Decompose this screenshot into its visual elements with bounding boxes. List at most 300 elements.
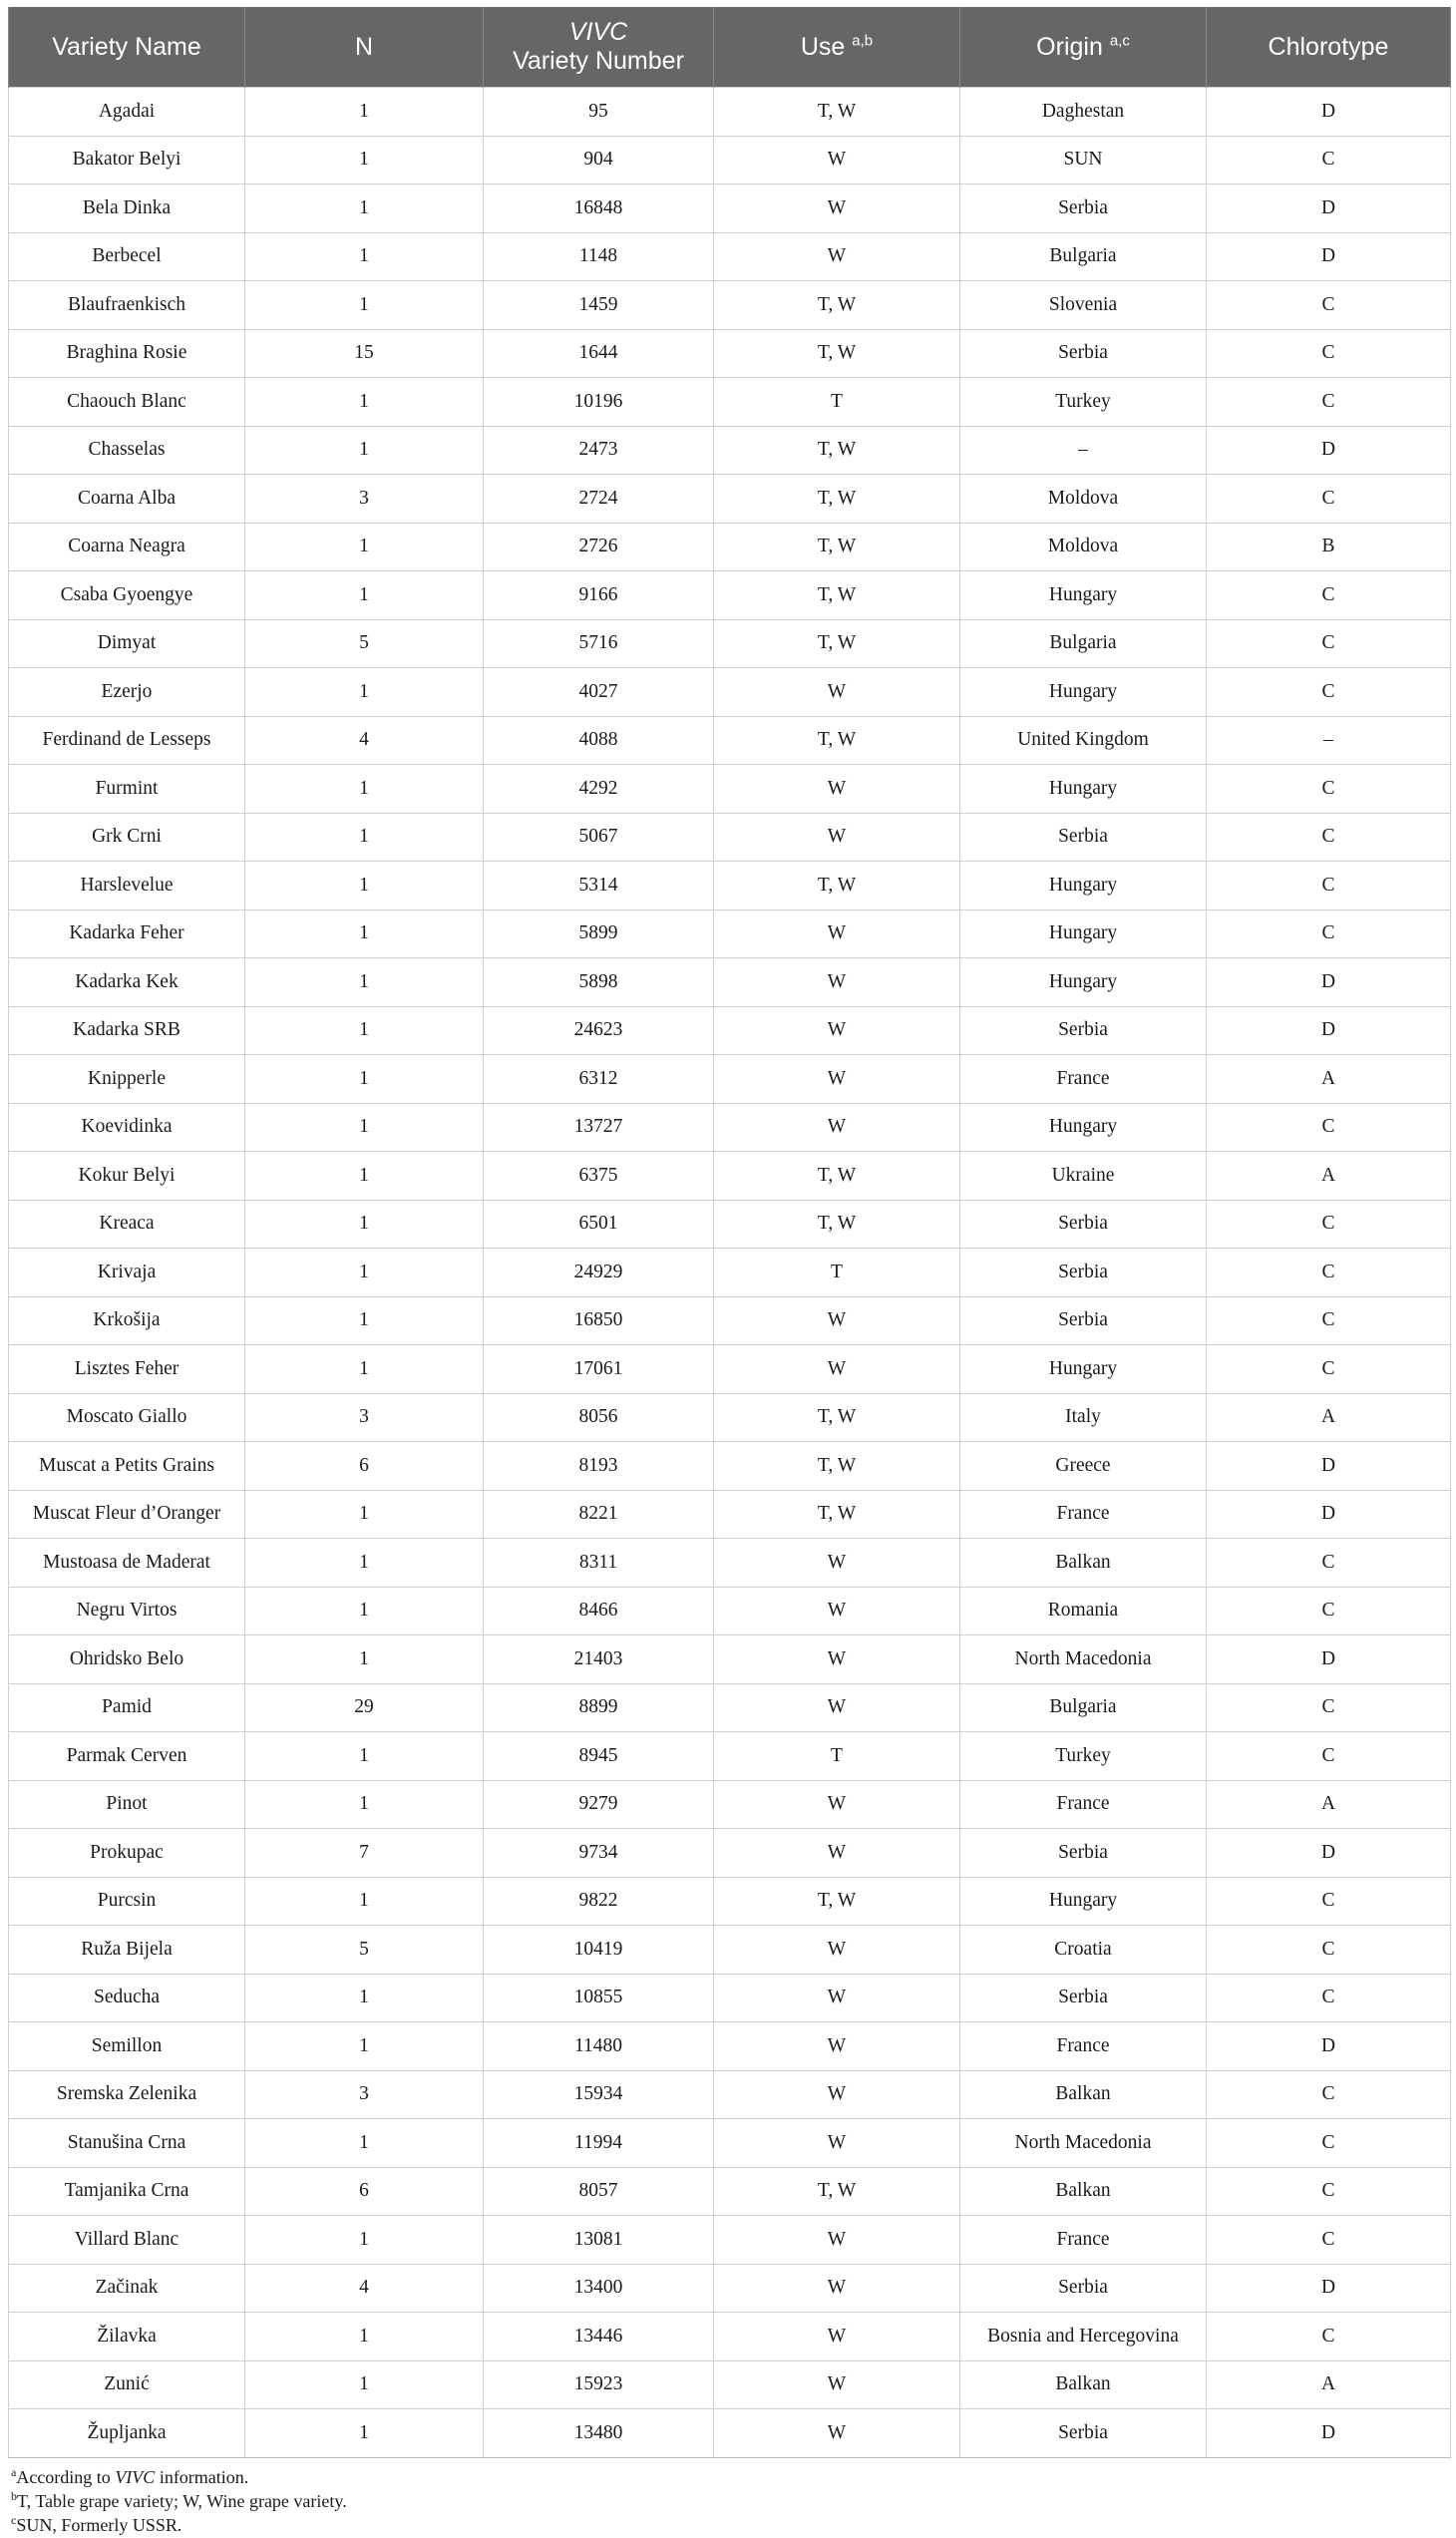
n-cell: 1	[245, 1103, 484, 1152]
n-cell: 3	[245, 2070, 484, 2119]
header-vivc-italic: VIVC	[568, 18, 628, 46]
chlorotype-cell: A	[1207, 1393, 1451, 1442]
n-cell: 5	[245, 1926, 484, 1975]
chlorotype-cell: C	[1207, 281, 1451, 330]
use-cell: W	[714, 2216, 960, 2265]
header-n: N	[245, 7, 484, 88]
table-row	[9, 1683, 1451, 1732]
vivc-number-cell: 2726	[484, 523, 714, 571]
chlorotype-cell: C	[1207, 136, 1451, 184]
use-cell: T, W	[714, 88, 960, 137]
n-cell: 1	[245, 909, 484, 958]
table-row	[9, 2216, 1451, 2265]
header-vivc-suffix: Variety Number	[513, 47, 684, 75]
vivc-number-cell: 16848	[484, 184, 714, 233]
table-row	[9, 716, 1451, 765]
vivc-number-cell: 8311	[484, 1539, 714, 1588]
vivc-number-cell: 5716	[484, 619, 714, 668]
origin-cell: France	[960, 2216, 1207, 2265]
table-row	[9, 184, 1451, 233]
origin-cell: Serbia	[960, 329, 1207, 378]
origin-cell: Slovenia	[960, 281, 1207, 330]
chlorotype-cell: C	[1207, 2313, 1451, 2361]
chlorotype-cell: D	[1207, 184, 1451, 233]
origin-cell: Moldova	[960, 475, 1207, 524]
footnote-text-after: information.	[155, 2466, 249, 2487]
use-cell: W	[714, 2409, 960, 2458]
variety-name-cell: Villard Blanc	[9, 2216, 245, 2265]
n-cell: 1	[245, 1974, 484, 2022]
use-cell: T, W	[714, 862, 960, 910]
vivc-number-cell: 15923	[484, 2360, 714, 2409]
variety-name-cell: Furmint	[9, 765, 245, 814]
chlorotype-cell: C	[1207, 1877, 1451, 1926]
origin-cell: Serbia	[960, 1974, 1207, 2022]
table-body	[9, 88, 1451, 2458]
origin-cell: Hungary	[960, 958, 1207, 1007]
table-row	[9, 2360, 1451, 2409]
vivc-number-cell: 8056	[484, 1393, 714, 1442]
variety-name-cell: Moscato Giallo	[9, 1393, 245, 1442]
n-cell: 1	[245, 862, 484, 910]
n-cell: 1	[245, 184, 484, 233]
chlorotype-cell: C	[1207, 1296, 1451, 1345]
use-cell: T, W	[714, 1490, 960, 1539]
chlorotype-cell: D	[1207, 426, 1451, 475]
variety-name-cell: Začinak	[9, 2264, 245, 2313]
table-container	[8, 7, 1450, 2537]
table-row	[9, 475, 1451, 524]
vivc-number-cell: 8945	[484, 1732, 714, 1781]
table-row	[9, 958, 1451, 1007]
origin-cell: Daghestan	[960, 88, 1207, 137]
header-use-sup: a,b	[852, 32, 874, 50]
table-row	[9, 1490, 1451, 1539]
origin-cell: Hungary	[960, 862, 1207, 910]
variety-name-cell: Parmak Cerven	[9, 1732, 245, 1781]
table-row	[9, 1539, 1451, 1588]
use-cell: W	[714, 1683, 960, 1732]
use-cell: W	[714, 1055, 960, 1104]
variety-name-cell: Lisztes Feher	[9, 1345, 245, 1394]
variety-name-cell: Sremska Zelenika	[9, 2070, 245, 2119]
origin-cell: Bosnia and Hercegovina	[960, 2313, 1207, 2361]
origin-cell: Romania	[960, 1587, 1207, 1635]
origin-cell: Hungary	[960, 765, 1207, 814]
table-row	[9, 765, 1451, 814]
variety-name-cell: Kokur Belyi	[9, 1152, 245, 1201]
table-row	[9, 2022, 1451, 2071]
origin-cell: Croatia	[960, 1926, 1207, 1975]
use-cell: T, W	[714, 1393, 960, 1442]
vivc-number-cell: 6375	[484, 1152, 714, 1201]
variety-name-cell: Csaba Gyoengye	[9, 571, 245, 620]
use-cell: T, W	[714, 2167, 960, 2216]
chlorotype-cell: D	[1207, 1006, 1451, 1055]
origin-cell: Greece	[960, 1442, 1207, 1491]
table-row	[9, 1732, 1451, 1781]
vivc-number-cell: 6501	[484, 1200, 714, 1249]
origin-cell: North Macedonia	[960, 1635, 1207, 1684]
chlorotype-cell: C	[1207, 378, 1451, 427]
variety-name-cell: Krivaja	[9, 1249, 245, 1297]
vivc-number-cell: 10855	[484, 1974, 714, 2022]
n-cell: 1	[245, 1635, 484, 1684]
origin-cell: Hungary	[960, 909, 1207, 958]
variety-name-cell: Kadarka Feher	[9, 909, 245, 958]
use-cell: T, W	[714, 475, 960, 524]
vivc-number-cell: 4292	[484, 765, 714, 814]
table-row	[9, 1926, 1451, 1975]
vivc-number-cell: 8899	[484, 1683, 714, 1732]
variety-name-cell: Chasselas	[9, 426, 245, 475]
table-row	[9, 1587, 1451, 1635]
chlorotype-cell: C	[1207, 813, 1451, 862]
origin-cell: Balkan	[960, 2070, 1207, 2119]
footnote-mark: a	[11, 2464, 17, 2479]
origin-cell: Serbia	[960, 813, 1207, 862]
vivc-number-cell: 10196	[484, 378, 714, 427]
vivc-number-cell: 10419	[484, 1926, 714, 1975]
variety-name-cell: Bakator Belyi	[9, 136, 245, 184]
origin-cell: Italy	[960, 1393, 1207, 1442]
n-cell: 1	[245, 378, 484, 427]
origin-cell: Hungary	[960, 1103, 1207, 1152]
variety-name-cell: Bela Dinka	[9, 184, 245, 233]
table-row	[9, 1006, 1451, 1055]
variety-name-cell: Muscat a Petits Grains	[9, 1442, 245, 1491]
n-cell: 1	[245, 2360, 484, 2409]
n-cell: 3	[245, 1393, 484, 1442]
footnote-mark: b	[11, 2488, 17, 2503]
vivc-number-cell: 5314	[484, 862, 714, 910]
chlorotype-cell: D	[1207, 1829, 1451, 1878]
footnote-text: SUN, Formerly USSR.	[16, 2514, 182, 2535]
variety-name-cell: Grk Crni	[9, 813, 245, 862]
origin-cell: Serbia	[960, 1249, 1207, 1297]
origin-cell: Ukraine	[960, 1152, 1207, 1201]
use-cell: W	[714, 232, 960, 281]
origin-cell: Balkan	[960, 2167, 1207, 2216]
variety-name-cell: Semillon	[9, 2022, 245, 2071]
variety-name-cell: Mustoasa de Maderat	[9, 1539, 245, 1588]
use-cell: T, W	[714, 1877, 960, 1926]
vivc-number-cell: 17061	[484, 1345, 714, 1394]
variety-name-cell: Župljanka	[9, 2409, 245, 2458]
n-cell: 4	[245, 2264, 484, 2313]
chlorotype-cell: C	[1207, 1345, 1451, 1394]
n-cell: 1	[245, 1780, 484, 1829]
use-cell: T, W	[714, 619, 960, 668]
table-header	[9, 7, 1451, 88]
variety-name-cell: Ferdinand de Lesseps	[9, 716, 245, 765]
table-row	[9, 2119, 1451, 2168]
variety-name-cell: Zunić	[9, 2360, 245, 2409]
use-cell: W	[714, 1829, 960, 1878]
use-cell: T, W	[714, 281, 960, 330]
n-cell: 1	[245, 232, 484, 281]
variety-name-cell: Braghina Rosie	[9, 329, 245, 378]
variety-name-cell: Tamjanika Crna	[9, 2167, 245, 2216]
n-cell: 4	[245, 716, 484, 765]
n-cell: 1	[245, 765, 484, 814]
n-cell: 1	[245, 1249, 484, 1297]
n-cell: 1	[245, 1006, 484, 1055]
n-cell: 1	[245, 2409, 484, 2458]
table-row	[9, 2167, 1451, 2216]
n-cell: 1	[245, 813, 484, 862]
origin-cell: Bulgaria	[960, 1683, 1207, 1732]
use-cell: W	[714, 1780, 960, 1829]
chlorotype-cell: C	[1207, 619, 1451, 668]
variety-name-cell: Stanušina Crna	[9, 2119, 245, 2168]
use-cell: W	[714, 2119, 960, 2168]
variety-name-cell: Ruža Bijela	[9, 1926, 245, 1975]
variety-name-cell: Kreaca	[9, 1200, 245, 1249]
chlorotype-cell: C	[1207, 1249, 1451, 1297]
vivc-number-cell: 9279	[484, 1780, 714, 1829]
n-cell: 1	[245, 1055, 484, 1104]
chlorotype-cell: A	[1207, 2360, 1451, 2409]
table-row	[9, 1249, 1451, 1297]
chlorotype-cell: D	[1207, 1490, 1451, 1539]
n-cell: 1	[245, 2119, 484, 2168]
header-row	[9, 7, 1451, 88]
variety-name-cell: Ohridsko Belo	[9, 1635, 245, 1684]
use-cell: W	[714, 813, 960, 862]
origin-cell: Hungary	[960, 668, 1207, 717]
chlorotype-cell: C	[1207, 668, 1451, 717]
vivc-number-cell: 6312	[484, 1055, 714, 1104]
vivc-number-cell: 4027	[484, 668, 714, 717]
variety-name-cell: Koevidinka	[9, 1103, 245, 1152]
footnote	[11, 2465, 1450, 2489]
chlorotype-cell: A	[1207, 1055, 1451, 1104]
table-row	[9, 1635, 1451, 1684]
origin-cell: Serbia	[960, 184, 1207, 233]
use-cell: W	[714, 1587, 960, 1635]
variety-name-cell: Berbecel	[9, 232, 245, 281]
origin-cell: Turkey	[960, 1732, 1207, 1781]
vivc-number-cell: 24623	[484, 1006, 714, 1055]
chlorotype-cell: C	[1207, 1683, 1451, 1732]
n-cell: 1	[245, 1345, 484, 1394]
use-cell: W	[714, 1635, 960, 1684]
n-cell: 1	[245, 1539, 484, 1588]
origin-cell: Serbia	[960, 1006, 1207, 1055]
variety-name-cell: Pinot	[9, 1780, 245, 1829]
chlorotype-cell: C	[1207, 2070, 1451, 2119]
table-row	[9, 1877, 1451, 1926]
table-row	[9, 1055, 1451, 1104]
use-cell: W	[714, 958, 960, 1007]
n-cell: 1	[245, 281, 484, 330]
variety-name-cell: Kadarka SRB	[9, 1006, 245, 1055]
chlorotype-cell: C	[1207, 1539, 1451, 1588]
chlorotype-cell: C	[1207, 1587, 1451, 1635]
vivc-number-cell: 13480	[484, 2409, 714, 2458]
use-cell: W	[714, 2360, 960, 2409]
chlorotype-cell: C	[1207, 765, 1451, 814]
use-cell: T	[714, 1732, 960, 1781]
origin-cell: France	[960, 1490, 1207, 1539]
n-cell: 1	[245, 2216, 484, 2265]
table-row	[9, 1974, 1451, 2022]
vivc-number-cell: 11480	[484, 2022, 714, 2071]
n-cell: 1	[245, 426, 484, 475]
table-row	[9, 378, 1451, 427]
use-cell: W	[714, 136, 960, 184]
origin-cell: Serbia	[960, 2264, 1207, 2313]
use-cell: T, W	[714, 1442, 960, 1491]
table-row	[9, 862, 1451, 910]
chlorotype-cell: A	[1207, 1780, 1451, 1829]
vivc-number-cell: 904	[484, 136, 714, 184]
table-footnotes	[8, 2465, 1450, 2537]
table-row	[9, 2313, 1451, 2361]
table-row	[9, 2070, 1451, 2119]
table-row	[9, 668, 1451, 717]
use-cell: T	[714, 1249, 960, 1297]
origin-cell: Hungary	[960, 571, 1207, 620]
origin-cell: Serbia	[960, 1200, 1207, 1249]
table-row	[9, 1393, 1451, 1442]
vivc-number-cell: 5067	[484, 813, 714, 862]
origin-cell: Balkan	[960, 1539, 1207, 1588]
chlorotype-cell: D	[1207, 2022, 1451, 2071]
use-cell: T	[714, 378, 960, 427]
origin-cell: France	[960, 1055, 1207, 1104]
use-cell: W	[714, 1103, 960, 1152]
table-row	[9, 2409, 1451, 2458]
vivc-number-cell: 5899	[484, 909, 714, 958]
n-cell: 6	[245, 1442, 484, 1491]
chlorotype-cell: B	[1207, 523, 1451, 571]
n-cell: 5	[245, 619, 484, 668]
use-cell: W	[714, 2022, 960, 2071]
variety-name-cell: Krkošija	[9, 1296, 245, 1345]
chlorotype-cell: C	[1207, 862, 1451, 910]
chlorotype-cell: C	[1207, 2167, 1451, 2216]
footnote	[11, 2489, 1450, 2513]
header-origin: Origin $^{a,c}$	[960, 7, 1207, 88]
table-row	[9, 232, 1451, 281]
origin-cell: Hungary	[960, 1877, 1207, 1926]
vivc-number-cell: 95	[484, 88, 714, 137]
origin-cell: Hungary	[960, 1345, 1207, 1394]
use-cell: W	[714, 1296, 960, 1345]
n-cell: 6	[245, 2167, 484, 2216]
origin-cell: –	[960, 426, 1207, 475]
vivc-number-cell: 24929	[484, 1249, 714, 1297]
footnote-italic: VIVC	[115, 2466, 156, 2487]
chlorotype-cell: D	[1207, 958, 1451, 1007]
chlorotype-cell: C	[1207, 571, 1451, 620]
vivc-number-cell: 8193	[484, 1442, 714, 1491]
header-origin-sup: a,c	[1109, 32, 1130, 50]
header-vivc-number	[484, 7, 714, 88]
table-row	[9, 329, 1451, 378]
vivc-number-cell: 13081	[484, 2216, 714, 2265]
vivc-number-cell: 1148	[484, 232, 714, 281]
variety-name-cell: Purcsin	[9, 1877, 245, 1926]
n-cell: 1	[245, 1587, 484, 1635]
n-cell: 1	[245, 668, 484, 717]
chlorotype-cell: C	[1207, 475, 1451, 524]
variety-name-cell: Negru Virtos	[9, 1587, 245, 1635]
chlorotype-cell: C	[1207, 909, 1451, 958]
use-cell: T, W	[714, 1152, 960, 1201]
chlorotype-cell: D	[1207, 2409, 1451, 2458]
grape-variety-table	[8, 7, 1451, 2458]
use-cell: W	[714, 2313, 960, 2361]
origin-cell: SUN	[960, 136, 1207, 184]
origin-cell: Turkey	[960, 378, 1207, 427]
table-row	[9, 571, 1451, 620]
use-cell: T, W	[714, 523, 960, 571]
chlorotype-cell: C	[1207, 1974, 1451, 2022]
vivc-number-cell: 13446	[484, 2313, 714, 2361]
vivc-number-cell: 5898	[484, 958, 714, 1007]
variety-name-cell: Coarna Alba	[9, 475, 245, 524]
origin-cell: Bulgaria	[960, 232, 1207, 281]
n-cell: 1	[245, 2022, 484, 2071]
use-cell: W	[714, 1974, 960, 2022]
use-cell: T, W	[714, 716, 960, 765]
origin-cell: North Macedonia	[960, 2119, 1207, 2168]
n-cell: 1	[245, 1877, 484, 1926]
header-variety-name: Variety Name	[9, 7, 245, 88]
chlorotype-cell: D	[1207, 1442, 1451, 1491]
table-row	[9, 813, 1451, 862]
table-row	[9, 426, 1451, 475]
variety-name-cell: Ezerjo	[9, 668, 245, 717]
table-row	[9, 88, 1451, 137]
table-row	[9, 1103, 1451, 1152]
n-cell: 1	[245, 958, 484, 1007]
table-row	[9, 136, 1451, 184]
n-cell: 1	[245, 136, 484, 184]
chlorotype-cell: C	[1207, 1732, 1451, 1781]
footnote-text: According to	[16, 2466, 116, 2487]
use-cell: T, W	[714, 329, 960, 378]
vivc-number-cell: 8057	[484, 2167, 714, 2216]
chlorotype-cell: A	[1207, 1152, 1451, 1201]
table-row	[9, 2264, 1451, 2313]
use-cell: W	[714, 765, 960, 814]
vivc-number-cell: 15934	[484, 2070, 714, 2119]
header-chlorotype: Chlorotype	[1207, 7, 1451, 88]
chlorotype-cell: C	[1207, 2216, 1451, 2265]
use-cell: W	[714, 1926, 960, 1975]
variety-name-cell: Muscat Fleur d’Oranger	[9, 1490, 245, 1539]
footnote-mark: c	[11, 2512, 17, 2527]
use-cell: W	[714, 2264, 960, 2313]
chlorotype-cell: –	[1207, 716, 1451, 765]
variety-name-cell: Chaouch Blanc	[9, 378, 245, 427]
variety-name-cell: Dimyat	[9, 619, 245, 668]
chlorotype-cell: D	[1207, 88, 1451, 137]
vivc-number-cell: 16850	[484, 1296, 714, 1345]
use-cell: T, W	[714, 426, 960, 475]
n-cell: 1	[245, 1296, 484, 1345]
vivc-number-cell: 1644	[484, 329, 714, 378]
use-cell: W	[714, 1006, 960, 1055]
chlorotype-cell: C	[1207, 329, 1451, 378]
vivc-number-cell: 8221	[484, 1490, 714, 1539]
variety-name-cell: Pamid	[9, 1683, 245, 1732]
vivc-number-cell: 9734	[484, 1829, 714, 1878]
